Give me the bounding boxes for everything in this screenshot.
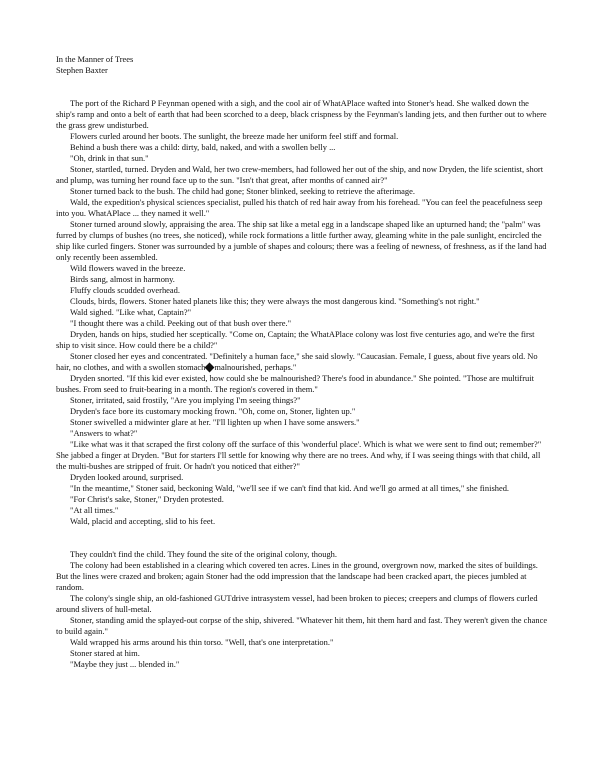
- paragraph: Behind a bush there was a child: dirty, bald, naked, and with a swollen belly ...: [70, 142, 336, 152]
- story-author: Stephen Baxter: [56, 65, 108, 75]
- paragraph: "I thought there was a child. Peeking out of that bush over there.": [70, 318, 292, 328]
- header-spacer: [56, 76, 548, 98]
- paragraph: Stoner turned around slowly, appraising the area. The ship sat like a metal egg in a landscape shaped like an upturned hand; the "palm" was furred by clumps of bushes (no trees, she noticed), while rock formations a little further away, gleaming white in the pale sunlight, encircled the ship like curled fingers. Stoner was surrounded by a jumble of shapes and colours; there was a feeling of newness, of freshness, as if the land had only recently been assembled.: [56, 219, 547, 262]
- paragraph: Dryden looked around, surprised.: [70, 472, 184, 482]
- paragraph: "Answers to what?": [70, 428, 138, 438]
- paragraph: "Maybe they just ... blended in.": [70, 659, 180, 669]
- paragraph: "For Christ's sake, Stoner," Dryden protested.: [70, 494, 224, 504]
- paragraph: Stoner swivelled a midwinter glare at her. "I'll lighten up when I have some answers.": [70, 417, 360, 427]
- paragraph: Wald sighed. "Like what, Captain?": [70, 307, 192, 317]
- section-1: [56, 98, 548, 527]
- paragraph: Fluffy clouds scudded overhead.: [70, 285, 180, 295]
- paragraph: The colony had been established in a clearing which covered ten acres. Lines in the ground, overgrown now, marked the sites of buildings. But the lines were crazed and broken; again Stoner had the odd impression that the landscape had been cracked apart, the pieces jumbled at random.: [56, 560, 538, 592]
- paragraph: Stoner, standing amid the splayed-out corpse of the ship, shivered. "Whatever hit them, hit them hard and fast. They weren't given the chance to build again.": [56, 615, 548, 636]
- paragraph: "Like what was it that scraped the first colony off the surface of this 'wonderful place'. Which is what we were sent to find out; remember?" She jabbed a finger at Dryden. "But for starters I'll settle for knowing why there are no trees. And why, if I was seeing things with that child, all the multi-bushes are stripped of fruit. Or hadn't you noticed that either?": [56, 439, 542, 471]
- paragraph: The colony's single ship, an old-fashioned GUTdrive intrasystem vessel, had been broken to pieces; creepers and clumps of flowers curled around slivers of hull-metal.: [56, 593, 538, 614]
- paragraph: Stoner turned back to the bush. The child had gone; Stoner blinked, seeking to retrieve the afterimage.: [70, 186, 415, 196]
- paragraph: The port of the Richard P Feynman opened with a sigh, and the cool air of WhatAPlace wafted into Stoner's head. She walked down the ship's ramp and onto a belt of earth that had been scorched to a deep, black crispness by the Feynman's landing jets, and then further out to where the grass grew undisturbed.: [56, 98, 547, 130]
- paragraph: Clouds, birds, flowers. Stoner hated planets like this; they were always the most dangerous kind. "Something's not right.": [70, 296, 480, 306]
- section-break: [56, 527, 548, 549]
- paragraph: Dryden, hands on hips, studied her sceptically. "Come on, Captain; the WhatAPlace colony was lost five centuries ago, and we're the first ship to visit since. How could there be a child?": [56, 329, 535, 350]
- paragraph: Wild flowers waved in the breeze.: [70, 263, 186, 273]
- paragraph-text-tail: malnourished, perhaps.": [214, 362, 297, 372]
- paragraph: Stoner stared at him.: [70, 648, 140, 658]
- document-page: [56, 54, 548, 670]
- paragraph: They couldn't find the child. They found the site of the original colony, though.: [70, 549, 338, 559]
- paragraph: Dryden snorted. "If this kid ever existed, how could she be malnourished? There's food in abundance." She pointed. "Those are multifruit bushes. From seed to fruit-bearing in a month. The region's covered in them.": [56, 373, 534, 394]
- paragraph: Wald, the expedition's physical sciences specialist, pulled his thatch of red hair away from his forehead. "You can feel the peacefulness seep into you. WhatAPlace ... they named it well.": [56, 197, 543, 218]
- section-2: [56, 549, 548, 670]
- paragraph: Dryden's face bore its customary mocking frown. "Oh, come on, Stoner, lighten up.": [70, 406, 356, 416]
- paragraph-text: Stoner closed her eyes and concentrated. "Definitely a human face," she said slowly. "Caucasian. Female, I guess, about five years old. No hair, no clothes, and with a swollen stomach: [56, 351, 538, 372]
- paragraph: "Oh, drink in that sun.": [70, 153, 149, 163]
- paragraph: "In the meantime," Stoner said, beckoning Wald, "we'll see if we can't find that kid. And we'll go armed at all times," she finished.: [70, 483, 510, 493]
- paragraph: [56, 351, 548, 373]
- paragraph: Birds sang, almost in harmony.: [70, 274, 175, 284]
- story-title: In the Manner of Trees: [56, 54, 134, 64]
- paragraph: Flowers curled around her boots. The sunlight, the breeze made her uniform feel stiff and formal.: [70, 131, 399, 141]
- paragraph: Wald wrapped his arms around his thin torso. "Well, that's one interpretation.": [70, 637, 334, 647]
- paragraph: Wald, placid and accepting, slid to his feet.: [70, 516, 216, 526]
- paragraph: Stoner, irritated, said frostily, "Are you implying I'm seeing things?": [70, 395, 301, 405]
- paragraph: Stoner, startled, turned. Dryden and Wald, her two crew-members, had followed her out of the ship, and now Dryden, the life scientist, short and plump, was turning her round face up to the sun. "Isn't that great, after months of canned air?": [56, 164, 544, 185]
- paragraph: "At all times.": [70, 505, 119, 515]
